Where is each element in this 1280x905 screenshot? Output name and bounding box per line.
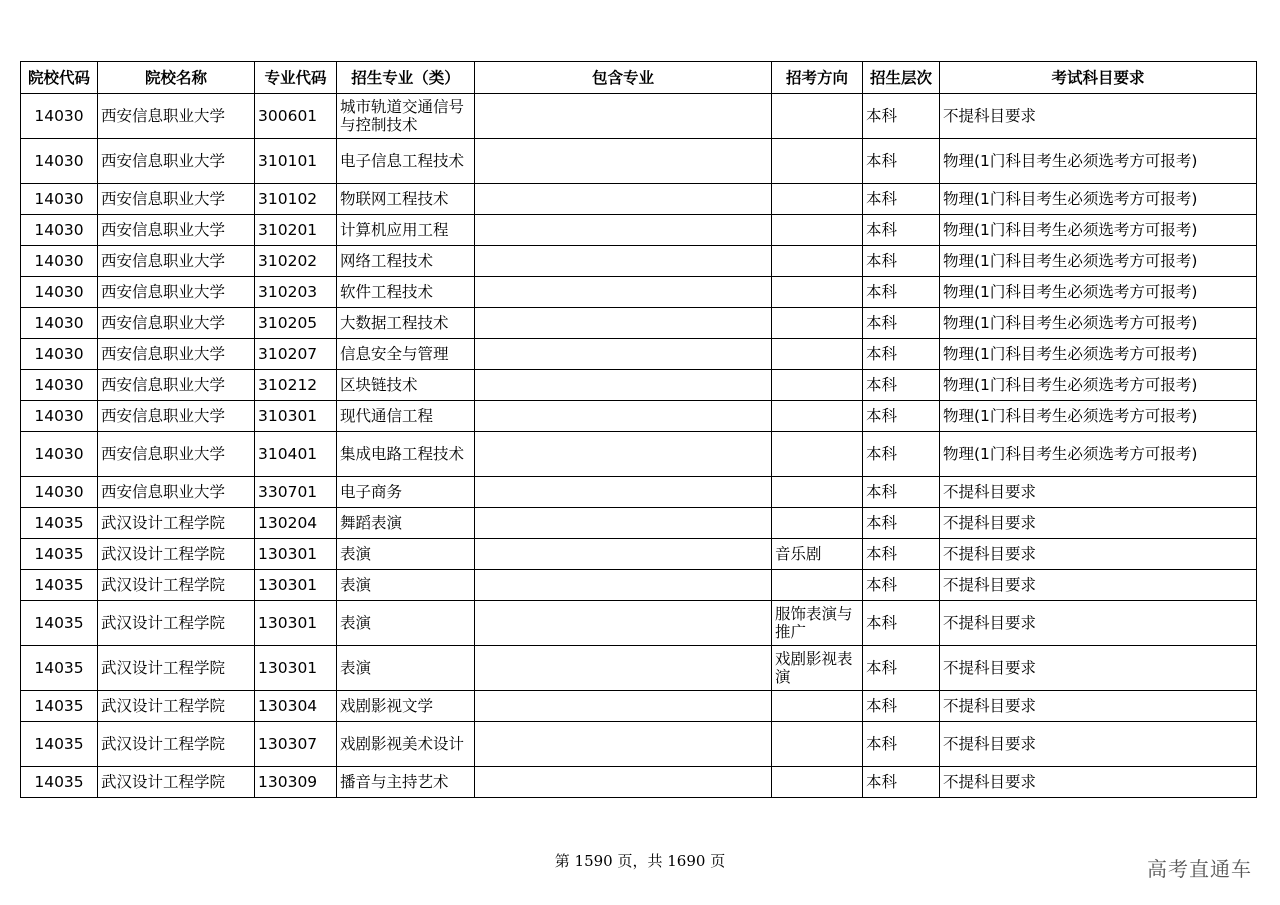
- cell-school-code: 14035: [21, 767, 98, 798]
- cell-included-majors: [475, 570, 772, 601]
- cell-subject-req: 物理(1门科目考生必须选考方可报考): [940, 139, 1257, 184]
- cell-direction: [772, 508, 863, 539]
- cell-school-code: 14035: [21, 539, 98, 570]
- cell-direction: [772, 432, 863, 477]
- header-direction: 招考方向: [772, 62, 863, 94]
- watermark-logo: 高考直通车: [1147, 857, 1252, 881]
- header-school-code: 院校代码: [21, 62, 98, 94]
- cell-level: 本科: [863, 646, 940, 691]
- cell-direction: [772, 246, 863, 277]
- cell-major-code: 130309: [255, 767, 337, 798]
- cell-direction: [772, 370, 863, 401]
- cell-major: 表演: [337, 570, 475, 601]
- cell-included-majors: [475, 601, 772, 646]
- table-row: [21, 94, 1257, 139]
- table-row: [21, 370, 1257, 401]
- cell-subject-req: 物理(1门科目考生必须选考方可报考): [940, 370, 1257, 401]
- cell-direction: 音乐剧: [772, 539, 863, 570]
- header-included-majors: 包含专业: [475, 62, 772, 94]
- cell-included-majors: [475, 508, 772, 539]
- cell-level: 本科: [863, 691, 940, 722]
- cell-major: 网络工程技术: [337, 246, 475, 277]
- cell-school-name: 西安信息职业大学: [98, 432, 255, 477]
- table-row: [21, 722, 1257, 767]
- cell-subject-req: 不提科目要求: [940, 94, 1257, 139]
- cell-included-majors: [475, 139, 772, 184]
- cell-included-majors: [475, 401, 772, 432]
- cell-major: 大数据工程技术: [337, 308, 475, 339]
- table-row: [21, 401, 1257, 432]
- header-subject-req: 考试科目要求: [940, 62, 1257, 94]
- cell-direction: [772, 339, 863, 370]
- cell-major: 戏剧影视美术设计: [337, 722, 475, 767]
- cell-school-code: 14035: [21, 570, 98, 601]
- table-row: [21, 277, 1257, 308]
- cell-major-code: 300601: [255, 94, 337, 139]
- cell-subject-req: 不提科目要求: [940, 646, 1257, 691]
- cell-subject-req: 物理(1门科目考生必须选考方可报考): [940, 184, 1257, 215]
- cell-major-code: 130204: [255, 508, 337, 539]
- cell-subject-req: 不提科目要求: [940, 570, 1257, 601]
- cell-school-name: 西安信息职业大学: [98, 215, 255, 246]
- cell-included-majors: [475, 691, 772, 722]
- cell-subject-req: 不提科目要求: [940, 539, 1257, 570]
- header-major-code: 专业代码: [255, 62, 337, 94]
- cell-subject-req: 物理(1门科目考生必须选考方可报考): [940, 432, 1257, 477]
- cell-major-code: 310203: [255, 277, 337, 308]
- cell-included-majors: [475, 539, 772, 570]
- cell-direction: [772, 401, 863, 432]
- cell-direction: [772, 215, 863, 246]
- cell-school-code: 14030: [21, 432, 98, 477]
- cell-level: 本科: [863, 601, 940, 646]
- cell-major: 表演: [337, 601, 475, 646]
- table-row: [21, 184, 1257, 215]
- cell-included-majors: [475, 477, 772, 508]
- cell-direction: [772, 767, 863, 798]
- cell-direction: [772, 570, 863, 601]
- cell-subject-req: 物理(1门科目考生必须选考方可报考): [940, 308, 1257, 339]
- table-row: [21, 339, 1257, 370]
- cell-level: 本科: [863, 767, 940, 798]
- cell-school-name: 西安信息职业大学: [98, 401, 255, 432]
- cell-included-majors: [475, 308, 772, 339]
- cell-major-code: 130304: [255, 691, 337, 722]
- cell-included-majors: [475, 215, 772, 246]
- cell-school-name: 西安信息职业大学: [98, 277, 255, 308]
- table-body: [21, 94, 1257, 798]
- cell-school-name: 武汉设计工程学院: [98, 691, 255, 722]
- cell-school-code: 14030: [21, 184, 98, 215]
- cell-school-code: 14030: [21, 308, 98, 339]
- cell-included-majors: [475, 722, 772, 767]
- cell-school-name: 武汉设计工程学院: [98, 767, 255, 798]
- cell-level: 本科: [863, 477, 940, 508]
- cell-included-majors: [475, 646, 772, 691]
- cell-school-name: 西安信息职业大学: [98, 184, 255, 215]
- cell-school-code: 14035: [21, 691, 98, 722]
- cell-included-majors: [475, 370, 772, 401]
- cell-included-majors: [475, 277, 772, 308]
- table-row: [21, 767, 1257, 798]
- cell-school-code: 14035: [21, 646, 98, 691]
- cell-major: 软件工程技术: [337, 277, 475, 308]
- cell-level: 本科: [863, 94, 940, 139]
- table-row: [21, 601, 1257, 646]
- cell-level: 本科: [863, 539, 940, 570]
- admissions-table: [20, 61, 1257, 798]
- header-school-name: 院校名称: [98, 62, 255, 94]
- cell-school-name: 武汉设计工程学院: [98, 601, 255, 646]
- cell-major-code: 310202: [255, 246, 337, 277]
- table-row: [21, 539, 1257, 570]
- cell-major: 现代通信工程: [337, 401, 475, 432]
- cell-school-name: 西安信息职业大学: [98, 308, 255, 339]
- cell-major: 表演: [337, 539, 475, 570]
- cell-school-name: 西安信息职业大学: [98, 477, 255, 508]
- cell-direction: [772, 184, 863, 215]
- cell-level: 本科: [863, 139, 940, 184]
- cell-major-code: 310301: [255, 401, 337, 432]
- cell-subject-req: 物理(1门科目考生必须选考方可报考): [940, 339, 1257, 370]
- cell-school-code: 14035: [21, 508, 98, 539]
- cell-major-code: 130301: [255, 646, 337, 691]
- cell-school-code: 14030: [21, 94, 98, 139]
- cell-school-name: 武汉设计工程学院: [98, 646, 255, 691]
- cell-school-name: 武汉设计工程学院: [98, 570, 255, 601]
- table-row: [21, 691, 1257, 722]
- cell-subject-req: 物理(1门科目考生必须选考方可报考): [940, 246, 1257, 277]
- table-row: [21, 308, 1257, 339]
- cell-major-code: 130301: [255, 539, 337, 570]
- cell-included-majors: [475, 339, 772, 370]
- cell-direction: [772, 277, 863, 308]
- cell-school-code: 14030: [21, 477, 98, 508]
- cell-included-majors: [475, 246, 772, 277]
- cell-major: 电子信息工程技术: [337, 139, 475, 184]
- header-level: 招生层次: [863, 62, 940, 94]
- cell-major-code: 310212: [255, 370, 337, 401]
- cell-direction: 戏剧影视表演: [772, 646, 863, 691]
- cell-direction: [772, 477, 863, 508]
- cell-direction: [772, 691, 863, 722]
- cell-school-code: 14030: [21, 277, 98, 308]
- cell-level: 本科: [863, 570, 940, 601]
- table-row: [21, 570, 1257, 601]
- cell-school-name: 西安信息职业大学: [98, 246, 255, 277]
- cell-level: 本科: [863, 339, 940, 370]
- cell-direction: [772, 139, 863, 184]
- table-row: [21, 246, 1257, 277]
- cell-school-code: 14035: [21, 601, 98, 646]
- cell-subject-req: 物理(1门科目考生必须选考方可报考): [940, 277, 1257, 308]
- cell-level: 本科: [863, 215, 940, 246]
- cell-major: 计算机应用工程: [337, 215, 475, 246]
- cell-major-code: 130301: [255, 601, 337, 646]
- cell-major-code: 130301: [255, 570, 337, 601]
- cell-subject-req: 不提科目要求: [940, 691, 1257, 722]
- cell-school-code: 14030: [21, 339, 98, 370]
- cell-school-name: 武汉设计工程学院: [98, 722, 255, 767]
- cell-level: 本科: [863, 722, 940, 767]
- cell-school-code: 14030: [21, 370, 98, 401]
- cell-major-code: 310201: [255, 215, 337, 246]
- cell-subject-req: 不提科目要求: [940, 477, 1257, 508]
- cell-major-code: 310101: [255, 139, 337, 184]
- cell-major-code: 130307: [255, 722, 337, 767]
- cell-subject-req: 不提科目要求: [940, 508, 1257, 539]
- table-header-row: [21, 62, 1257, 94]
- cell-school-name: 西安信息职业大学: [98, 139, 255, 184]
- cell-school-name: 西安信息职业大学: [98, 339, 255, 370]
- cell-included-majors: [475, 432, 772, 477]
- cell-major-code: 310102: [255, 184, 337, 215]
- cell-school-name: 西安信息职业大学: [98, 94, 255, 139]
- cell-school-code: 14030: [21, 139, 98, 184]
- cell-school-name: 武汉设计工程学院: [98, 539, 255, 570]
- cell-level: 本科: [863, 308, 940, 339]
- cell-major-code: 310401: [255, 432, 337, 477]
- cell-school-name: 西安信息职业大学: [98, 370, 255, 401]
- cell-major: 物联网工程技术: [337, 184, 475, 215]
- table-row: [21, 432, 1257, 477]
- cell-major-code: 310207: [255, 339, 337, 370]
- page-number: 第 1590 页，共 1690 页: [554, 852, 726, 870]
- table-row: [21, 215, 1257, 246]
- cell-school-code: 14035: [21, 722, 98, 767]
- cell-major: 区块链技术: [337, 370, 475, 401]
- table-row: [21, 477, 1257, 508]
- table-row: [21, 646, 1257, 691]
- cell-direction: [772, 308, 863, 339]
- cell-major: 戏剧影视文学: [337, 691, 475, 722]
- cell-subject-req: 不提科目要求: [940, 601, 1257, 646]
- table-row: [21, 508, 1257, 539]
- cell-major: 播音与主持艺术: [337, 767, 475, 798]
- cell-level: 本科: [863, 370, 940, 401]
- cell-subject-req: 不提科目要求: [940, 767, 1257, 798]
- cell-major: 城市轨道交通信号与控制技术: [337, 94, 475, 139]
- cell-school-code: 14030: [21, 246, 98, 277]
- cell-included-majors: [475, 767, 772, 798]
- cell-major: 表演: [337, 646, 475, 691]
- cell-included-majors: [475, 94, 772, 139]
- cell-major: 集成电路工程技术: [337, 432, 475, 477]
- cell-subject-req: 物理(1门科目考生必须选考方可报考): [940, 401, 1257, 432]
- cell-direction: [772, 94, 863, 139]
- cell-major: 电子商务: [337, 477, 475, 508]
- cell-major-code: 310205: [255, 308, 337, 339]
- cell-direction: [772, 722, 863, 767]
- cell-direction: 服饰表演与推广: [772, 601, 863, 646]
- cell-level: 本科: [863, 432, 940, 477]
- cell-level: 本科: [863, 277, 940, 308]
- cell-level: 本科: [863, 401, 940, 432]
- cell-level: 本科: [863, 508, 940, 539]
- cell-school-name: 武汉设计工程学院: [98, 508, 255, 539]
- cell-major-code: 330701: [255, 477, 337, 508]
- cell-school-code: 14030: [21, 215, 98, 246]
- cell-included-majors: [475, 184, 772, 215]
- cell-level: 本科: [863, 246, 940, 277]
- cell-major: 舞蹈表演: [337, 508, 475, 539]
- cell-school-code: 14030: [21, 401, 98, 432]
- header-major: 招生专业（类）: [337, 62, 475, 94]
- cell-major: 信息安全与管理: [337, 339, 475, 370]
- cell-subject-req: 物理(1门科目考生必须选考方可报考): [940, 215, 1257, 246]
- table-row: [21, 139, 1257, 184]
- cell-level: 本科: [863, 184, 940, 215]
- cell-subject-req: 不提科目要求: [940, 722, 1257, 767]
